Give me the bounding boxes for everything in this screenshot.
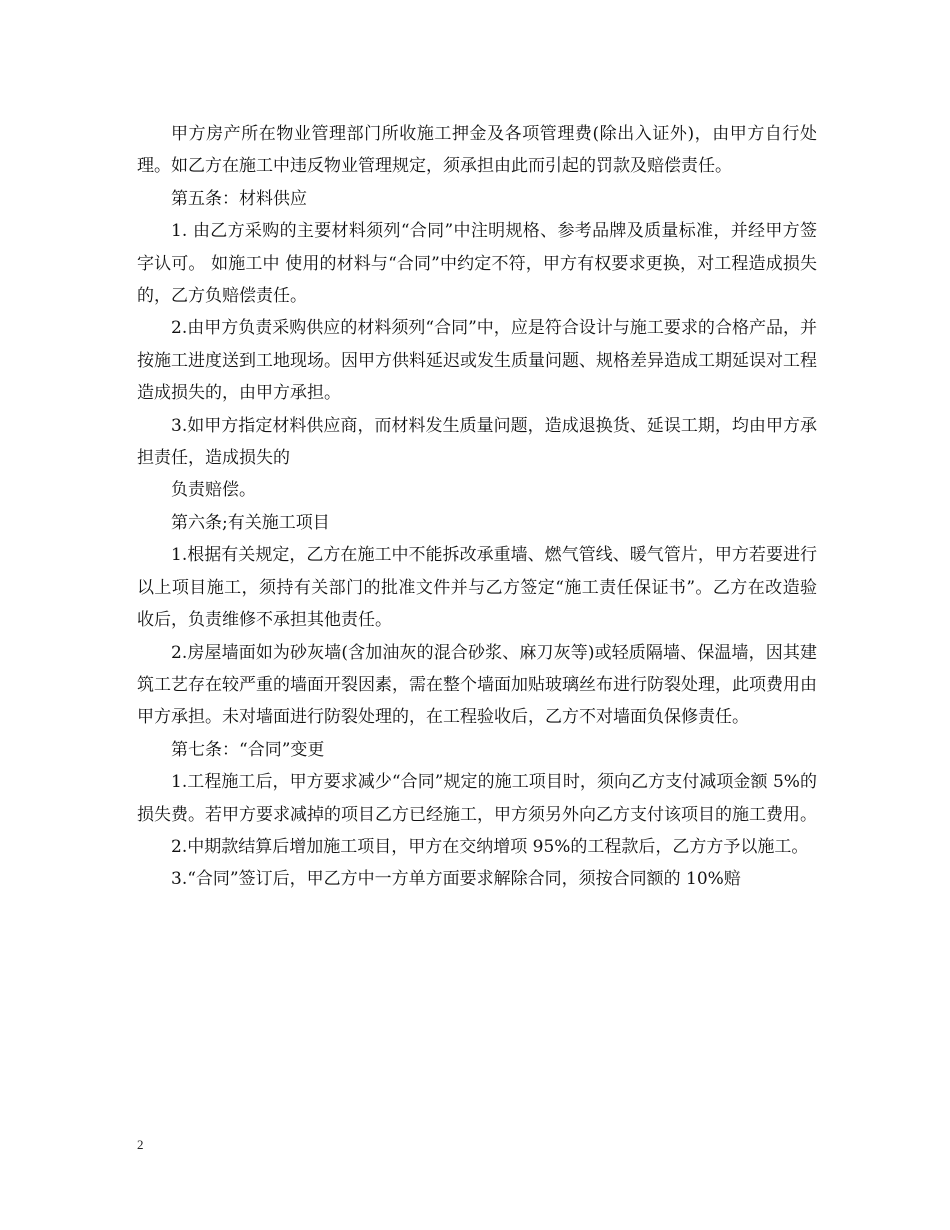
paragraph-7-2: 2.中期款结算后增加施工项目，甲方在交纳增项 95%的工程款后，乙方方予以施工。 [171,836,809,857]
paragraph-7-1: 1.工程施工后，甲方要求减少“合同”规定的施工项目时，须向乙方支付减项金额 5%的损失费。若甲方要求减掉的项目乙方已经施工，甲方须另外向乙方支付该项目的施工费用。 [137,772,817,825]
document-body [137,118,817,896]
paragraph-7-3: 3.“合同”签订后，甲乙方中一方单方面要求解除合同，须按合同额的 10%赔 [171,869,741,890]
paragraph-6-2: 2.房屋墙面如为砂灰墙(含加油灰的混合砂浆、麻刀灰等)或轻质隔墙、保温墙，因其建筑工艺存在较严重的墙面开裂因素，需在整个墙面加贴玻璃丝布进行防裂处理，此项费用由甲方承担。未对墙面进行防裂处理的，在工程验收后，乙方不对墙面负保修责任。 [137,642,817,728]
paragraph-property-fees: 甲方房产所在物业管理部门所收施工押金及各项管理费(除出入证外)，由甲方自行处理。如乙方在施工中违反物业管理规定，须承担由此而引起的罚款及赔偿责任。 [137,124,817,177]
paragraph-5-1: 1. 由乙方采购的主要材料须列“合同”中注明规格、参考品牌及质量标准，并经甲方签字认可。 如施工中 使用的材料与“合同”中约定不符，甲方有权要求更换，对工程造成损失的，乙方负赔偿责任。 [137,221,817,307]
paragraph-5-3: 3.如甲方指定材料供应商，而材料发生质量问题，造成退换货、延误工期，均由甲方承担责任，造成损失的 [137,415,817,469]
paragraph-5-2: 2.由甲方负责采购供应的材料须列“合同”中，应是符合设计与施工要求的合格产品，并按施工进度送到工地现场。因甲方供料延迟或发生质量问题、规格差异造成工期延误对工程造成损失的，由甲方承担。 [137,318,817,404]
paragraph-5-3-continued: 负责赔偿。 [171,480,256,501]
page-number: 2 [137,1137,144,1152]
heading-article-7: 第七条：“合同”变更 [171,739,325,760]
heading-article-5: 第五条：材料供应 [171,188,307,209]
heading-article-6: 第六条;有关施工项目 [171,512,330,533]
paragraph-6-1: 1.根据有关规定，乙方在施工中不能拆改承重墙、燃气管线、暖气管片，甲方若要进行以上项目施工，须持有关部门的批准文件并与乙方签定“施工责任保证书”。乙方在改造验收后，负责维修不承担其他责任。 [137,545,817,631]
